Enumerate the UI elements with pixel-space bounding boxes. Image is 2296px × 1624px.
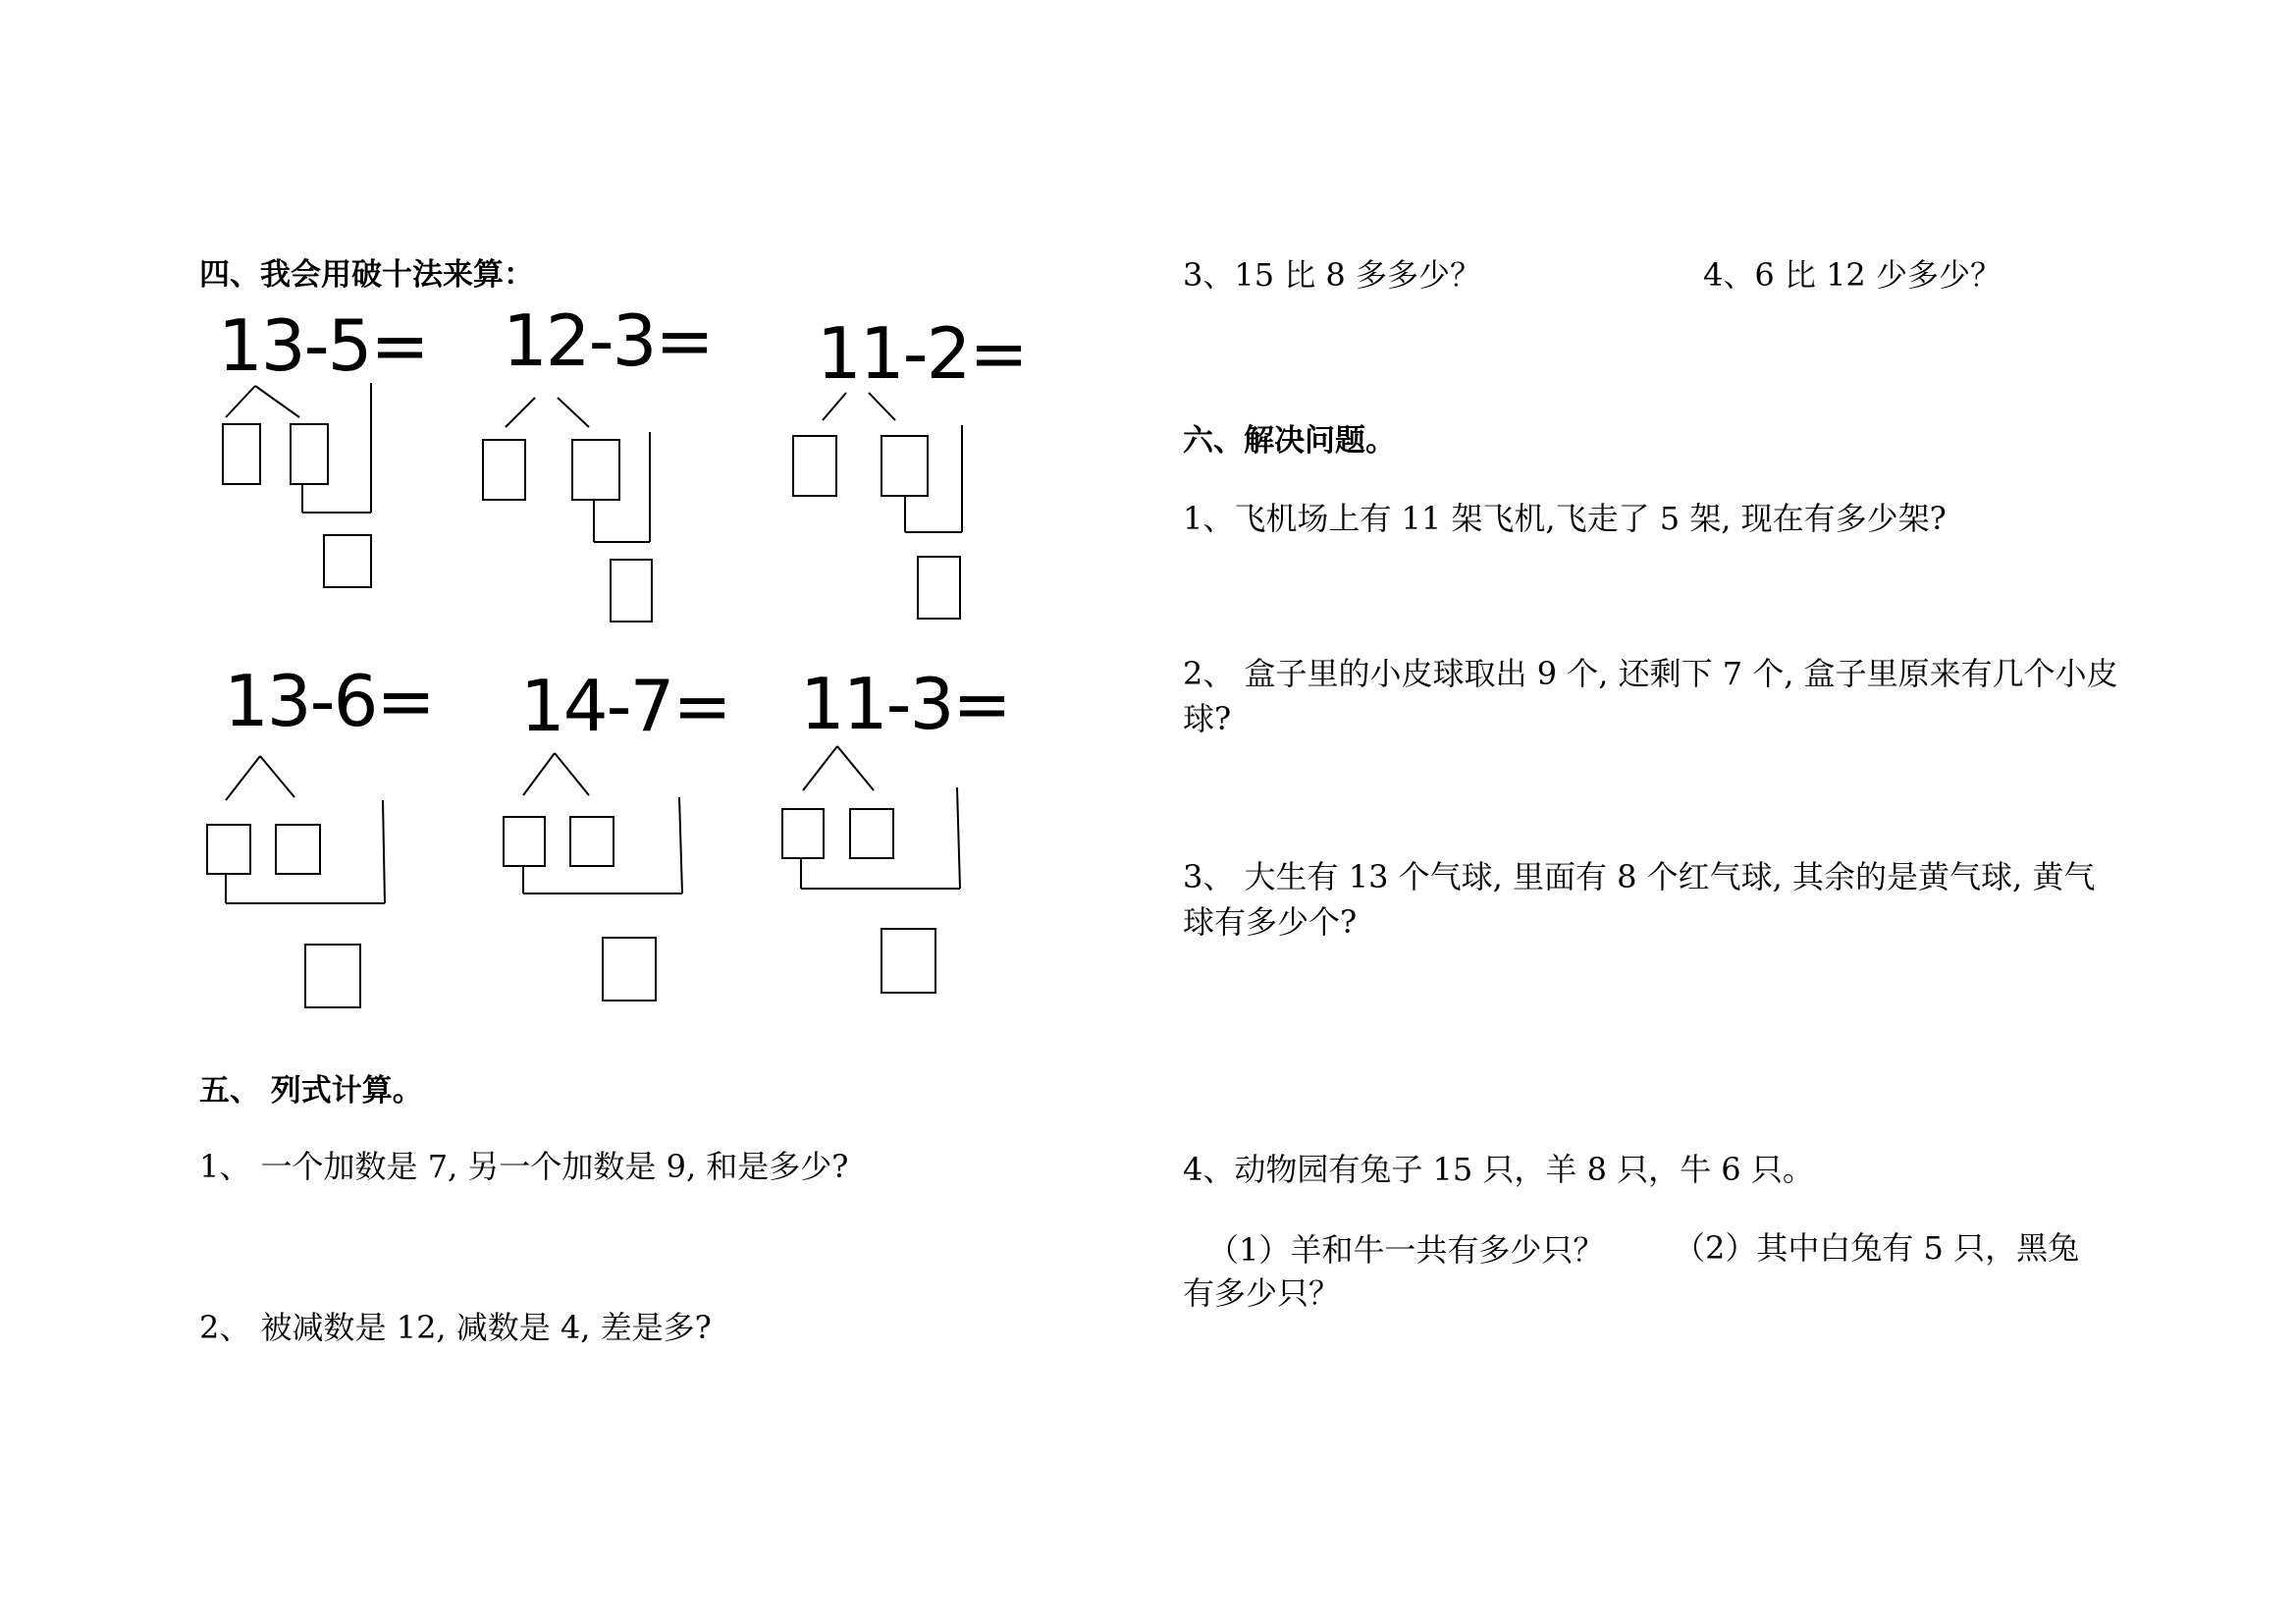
compare-question-4: 4、6 比 12 少多少？ xyxy=(1703,256,2002,294)
diagram-4 xyxy=(207,756,385,1007)
section6-question-4-part-2: （2）其中白兔有 5 只，黑兔有多少只？ xyxy=(1183,1229,2080,1312)
answer-box xyxy=(570,817,614,866)
answer-box xyxy=(881,929,935,993)
answer-box xyxy=(782,809,824,858)
answer-box xyxy=(504,817,545,866)
diagram-6 xyxy=(782,746,960,993)
answer-box xyxy=(276,825,320,874)
section5-title: 五、 列式计算。 xyxy=(199,1073,423,1109)
answer-box xyxy=(483,440,525,500)
equation-3: 11-2= xyxy=(817,312,1027,395)
equation-5: 14-7= xyxy=(520,665,730,747)
answer-box xyxy=(850,809,893,858)
answer-box xyxy=(603,938,656,1001)
compare-question-3: 3、15 比 8 多多少？ xyxy=(1183,256,1481,294)
answer-box xyxy=(223,424,260,484)
answer-box xyxy=(793,436,836,496)
answer-box xyxy=(207,825,250,874)
section5-question-2: 2、 被减数是 12, 减数是 4, 差是多? xyxy=(199,1309,712,1346)
answer-box xyxy=(881,436,928,496)
equation-4: 13-6= xyxy=(224,660,434,742)
equation-2: 12-3= xyxy=(503,299,713,382)
equation-6: 11-3= xyxy=(800,663,1010,745)
answer-box xyxy=(324,535,371,587)
diagram-5 xyxy=(504,753,682,1001)
section6-question-4-part-1: （1）羊和牛一共有多少只？ xyxy=(1207,1231,1605,1269)
section4-title: 四、我会用破十法来算： xyxy=(199,257,534,293)
answer-box xyxy=(291,424,328,484)
section6-question-3: 3、 大生有 13 个气球, 里面有 8 个红气球, 其余的是黄气球, 黄气球有多少个? xyxy=(1183,858,2096,941)
section6-question-1: 1、飞机场上有 11 架飞机,飞走了 5 架, 现在有多少架? xyxy=(1183,500,1947,537)
answer-box xyxy=(918,557,960,619)
answer-box xyxy=(572,440,619,500)
diagram-3 xyxy=(793,393,962,619)
section6-question-2: 2、 盒子里的小皮球取出 9 个, 还剩下 7 个, 盒子里原来有几个小皮球? xyxy=(1183,655,2118,737)
section5-question-1: 1、 一个加数是 7, 另一个加数是 9, 和是多少? xyxy=(199,1148,849,1185)
section6-question-4: 4、动物园有兔子 15 只，羊 8 只，牛 6 只。 xyxy=(1183,1151,1814,1188)
answer-box xyxy=(611,560,652,622)
diagram-1 xyxy=(223,383,371,587)
section6-title: 六、解决问题。 xyxy=(1183,423,1396,459)
diagram-2 xyxy=(483,398,652,622)
equation-1: 13-5= xyxy=(218,304,428,387)
answer-box xyxy=(305,945,360,1007)
